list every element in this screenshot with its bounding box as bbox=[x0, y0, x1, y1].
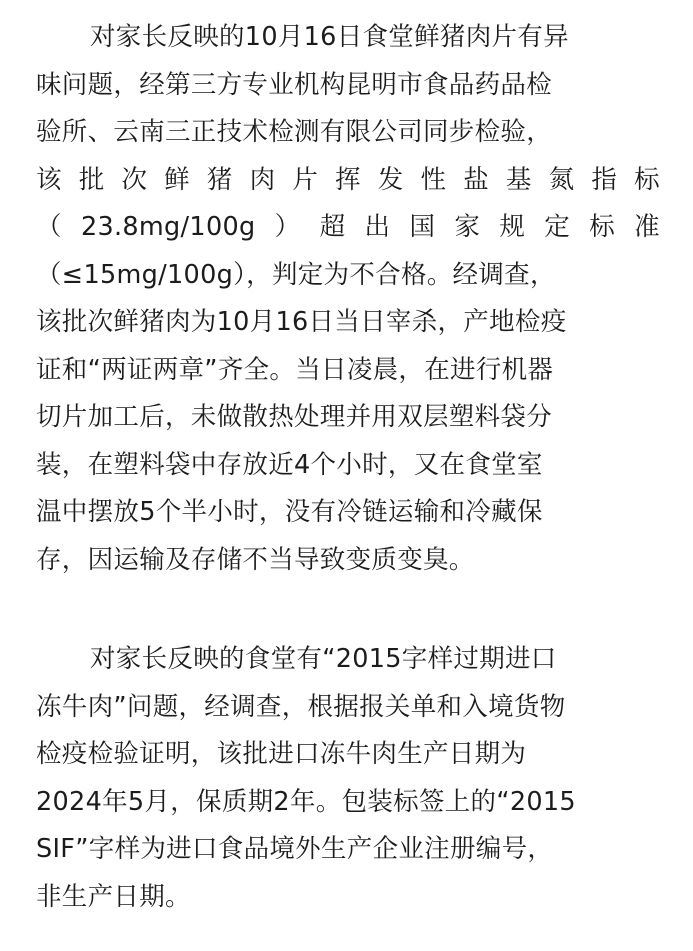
text-glyph: 次 bbox=[121, 164, 148, 195]
text-glyph: 出 bbox=[364, 212, 391, 242]
text-glyph: 肉 bbox=[249, 164, 276, 195]
text-glyph: 国 bbox=[409, 212, 436, 242]
text-line: （≤15mg/100g），判定为不合格。经调查， bbox=[36, 259, 556, 290]
paragraph-beef-date bbox=[36, 636, 660, 921]
text-line: 证和“两证两章”齐全。当日凌晨，在进行机器 bbox=[36, 354, 554, 385]
text-line: 2024年5月，保质期2年。包装标签上的“2015 bbox=[36, 786, 576, 817]
paragraph-pork-test bbox=[36, 14, 660, 584]
article-body bbox=[36, 14, 660, 921]
text-line: 对家长反映的食堂有“2015字样过期进口 bbox=[90, 644, 557, 674]
text-line: 验所、云南三正技术检测有限公司同步检验， bbox=[36, 117, 553, 147]
text-line: 该批次鲜猪肉为10月16日当日宰杀，产地检疫 bbox=[36, 307, 567, 337]
text-glyph: 挥 bbox=[335, 164, 361, 195]
text-line bbox=[36, 157, 660, 205]
text-glyph: 基 bbox=[505, 164, 532, 195]
text-line: 对家长反映的10月16日食堂鲜猪肉片有异 bbox=[90, 22, 569, 52]
text-glyph: ） bbox=[274, 212, 301, 242]
text-glyph: 标 bbox=[589, 212, 615, 242]
text-glyph: （ bbox=[36, 212, 62, 242]
text-glyph: 超 bbox=[319, 212, 346, 242]
text-glyph: 鲜 bbox=[164, 164, 190, 195]
text-glyph: 定 bbox=[544, 212, 571, 242]
text-glyph: 标 bbox=[634, 164, 660, 195]
text-line: 检疫检验证明，该批进口冻牛肉生产日期为 bbox=[36, 739, 527, 769]
text-glyph: 指 bbox=[591, 164, 618, 195]
text-glyph: 23.8mg/100g bbox=[80, 212, 256, 242]
text-line: 非生产日期。 bbox=[36, 881, 191, 912]
text-glyph: 家 bbox=[454, 212, 481, 242]
text-glyph: 批 bbox=[78, 164, 105, 195]
text-line: 冻牛肉”问题，经调查，根据报关单和入境货物 bbox=[36, 691, 566, 722]
text-glyph: 该 bbox=[36, 164, 62, 195]
text-glyph: 片 bbox=[292, 164, 319, 195]
text-glyph: 猪 bbox=[206, 164, 233, 195]
text-line: 存，因运输及存储不当导致变质变臭。 bbox=[36, 544, 475, 575]
text-line: 切片加工后，未做散热处理并用双层塑料袋分 bbox=[36, 402, 553, 432]
text-glyph: 性 bbox=[420, 164, 447, 195]
text-glyph: 规 bbox=[499, 212, 526, 242]
text-glyph: 发 bbox=[377, 164, 404, 195]
text-glyph: 盐 bbox=[463, 164, 489, 195]
text-line: 温中摆放5个半小时，没有冷链运输和冷藏保 bbox=[36, 497, 543, 527]
text-line: 装，在塑料袋中存放近4个小时，又在食堂室 bbox=[36, 449, 543, 480]
text-glyph: 氮 bbox=[548, 164, 575, 195]
text-line: SIF”字样为进口食品境外生产企业注册编号， bbox=[36, 834, 554, 864]
text-line: 味问题，经第三方专业机构昆明市食品药品检 bbox=[36, 69, 553, 100]
paragraph-spacer bbox=[36, 584, 660, 636]
text-line bbox=[36, 204, 660, 252]
text-glyph: 准 bbox=[634, 212, 660, 242]
